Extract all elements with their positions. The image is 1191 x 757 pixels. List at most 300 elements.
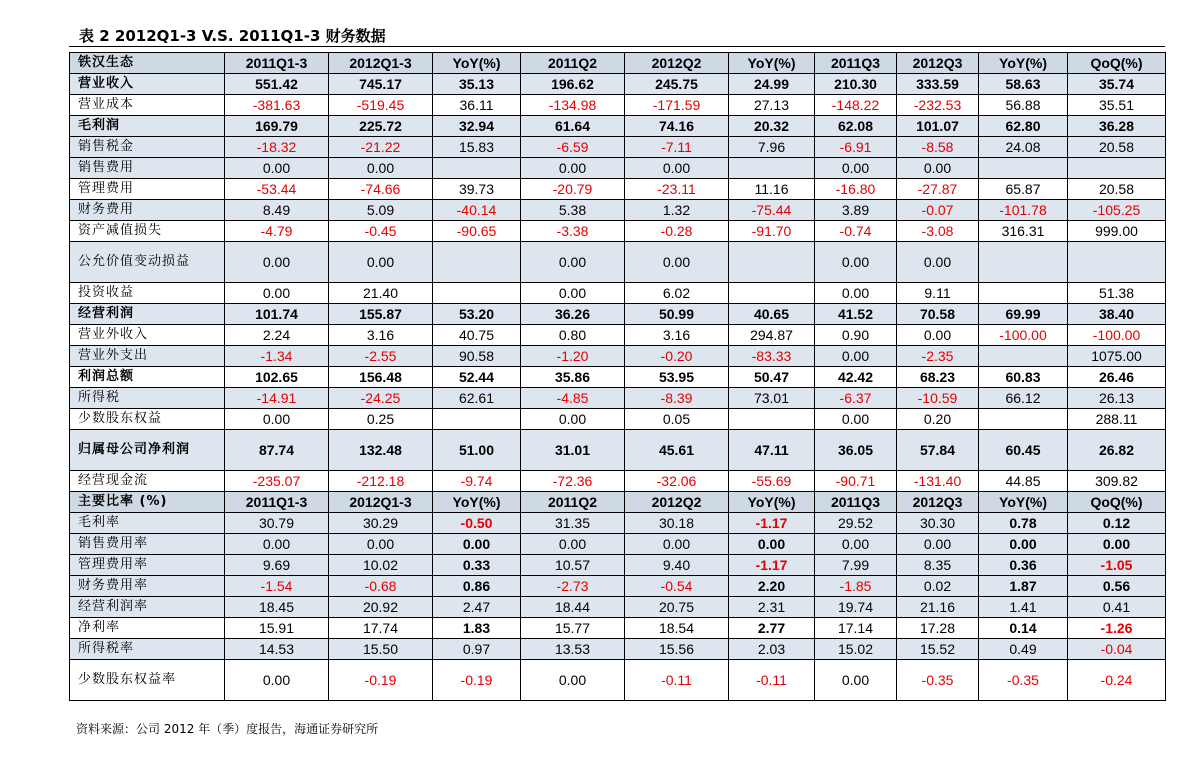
table-row xyxy=(70,388,1166,409)
header-cell: 2011Q2 xyxy=(521,53,625,74)
value-cell: 0.05 xyxy=(625,409,729,430)
value-cell: 15.02 xyxy=(815,639,897,660)
value-cell: 15.91 xyxy=(225,618,329,639)
value-cell: 65.87 xyxy=(979,179,1068,200)
value-cell: -212.18 xyxy=(329,471,433,492)
value-cell: 0.00 xyxy=(521,283,625,304)
header-cell: 2011Q1-3 xyxy=(225,492,329,513)
value-cell: 9.69 xyxy=(225,555,329,576)
value-cell: 0.41 xyxy=(1068,597,1166,618)
header-cell: 2012Q3 xyxy=(897,492,979,513)
value-cell: 0.00 xyxy=(897,325,979,346)
value-cell: -100.00 xyxy=(979,325,1068,346)
header-cell: YoY(%) xyxy=(979,53,1068,74)
value-cell: 35.74 xyxy=(1068,74,1166,95)
value-cell: 2.03 xyxy=(729,639,815,660)
value-cell: 18.54 xyxy=(625,618,729,639)
value-cell xyxy=(979,346,1068,367)
source-note: 资料来源：公司 2012 年（季）度报告，海通证券研究所 xyxy=(76,722,379,736)
value-cell: 288.11 xyxy=(1068,409,1166,430)
value-cell: 155.87 xyxy=(329,304,433,325)
header-cell: 2011Q3 xyxy=(815,53,897,74)
value-cell: 745.17 xyxy=(329,74,433,95)
value-cell: -0.45 xyxy=(329,221,433,242)
table-row xyxy=(70,576,1166,597)
value-cell: -90.71 xyxy=(815,471,897,492)
value-cell: -0.68 xyxy=(329,576,433,597)
value-cell: 15.52 xyxy=(897,639,979,660)
value-cell xyxy=(979,409,1068,430)
value-cell: 0.00 xyxy=(625,242,729,283)
value-cell xyxy=(979,283,1068,304)
table-row xyxy=(70,158,1166,179)
table-row xyxy=(70,409,1166,430)
value-cell xyxy=(729,409,815,430)
value-cell: 551.42 xyxy=(225,74,329,95)
value-cell: 7.96 xyxy=(729,137,815,158)
value-cell: -1.05 xyxy=(1068,555,1166,576)
value-cell: 52.44 xyxy=(433,367,521,388)
row-label-cell: 投资收益 xyxy=(70,283,225,304)
table-row xyxy=(70,242,1166,283)
value-cell: 51.38 xyxy=(1068,283,1166,304)
value-cell: 57.84 xyxy=(897,430,979,471)
value-cell: 0.00 xyxy=(815,242,897,283)
financial-table xyxy=(69,52,1166,701)
row-label-cell: 财务费用 xyxy=(70,200,225,221)
value-cell: 36.28 xyxy=(1068,116,1166,137)
row-label-cell: 净利率 xyxy=(70,618,225,639)
value-cell: -6.59 xyxy=(521,137,625,158)
value-cell: 60.83 xyxy=(979,367,1068,388)
value-cell: 0.56 xyxy=(1068,576,1166,597)
value-cell: 0.00 xyxy=(979,534,1068,555)
value-cell: -55.69 xyxy=(729,471,815,492)
value-cell: 102.65 xyxy=(225,367,329,388)
value-cell: 0.00 xyxy=(225,242,329,283)
value-cell: 2.24 xyxy=(225,325,329,346)
value-cell: 0.20 xyxy=(897,409,979,430)
value-cell: -27.87 xyxy=(897,179,979,200)
value-cell: -1.85 xyxy=(815,576,897,597)
row-label-cell: 利润总额 xyxy=(70,367,225,388)
value-cell: -91.70 xyxy=(729,221,815,242)
value-cell: 18.45 xyxy=(225,597,329,618)
value-cell: 8.35 xyxy=(897,555,979,576)
header-cell: 2011Q2 xyxy=(521,492,625,513)
value-cell: -232.53 xyxy=(897,95,979,116)
value-cell: -171.59 xyxy=(625,95,729,116)
header-cell: 2012Q1-3 xyxy=(329,492,433,513)
table-row xyxy=(70,534,1166,555)
row-label-cell: 毛利率 xyxy=(70,513,225,534)
value-cell: 3.16 xyxy=(329,325,433,346)
value-cell: 3.89 xyxy=(815,200,897,221)
value-cell: 333.59 xyxy=(897,74,979,95)
row-label-cell: 销售费用率 xyxy=(70,534,225,555)
table-header-row xyxy=(70,492,1166,513)
value-cell: 42.42 xyxy=(815,367,897,388)
value-cell: 87.74 xyxy=(225,430,329,471)
value-cell: -101.78 xyxy=(979,200,1068,221)
value-cell: -1.17 xyxy=(729,555,815,576)
value-cell xyxy=(729,158,815,179)
value-cell: -0.24 xyxy=(1068,660,1166,701)
value-cell: 0.00 xyxy=(225,283,329,304)
value-cell: 50.99 xyxy=(625,304,729,325)
value-cell: -1.20 xyxy=(521,346,625,367)
value-cell: -131.40 xyxy=(897,471,979,492)
header-cell: YoY(%) xyxy=(729,53,815,74)
value-cell: 0.00 xyxy=(225,409,329,430)
value-cell: 73.01 xyxy=(729,388,815,409)
row-label-cell: 毛利润 xyxy=(70,116,225,137)
header-cell: 2011Q3 xyxy=(815,492,897,513)
header-cell: 2012Q3 xyxy=(897,53,979,74)
value-cell: 0.00 xyxy=(521,534,625,555)
value-cell: 30.79 xyxy=(225,513,329,534)
header-cell: YoY(%) xyxy=(433,53,521,74)
header-cell: QoQ(%) xyxy=(1068,492,1166,513)
value-cell: 36.11 xyxy=(433,95,521,116)
value-cell: -90.65 xyxy=(433,221,521,242)
value-cell xyxy=(433,158,521,179)
value-cell: 35.86 xyxy=(521,367,625,388)
value-cell: 30.18 xyxy=(625,513,729,534)
value-cell: 0.78 xyxy=(979,513,1068,534)
value-cell: 27.13 xyxy=(729,95,815,116)
value-cell: 53.95 xyxy=(625,367,729,388)
value-cell: -0.35 xyxy=(979,660,1068,701)
value-cell: 15.77 xyxy=(521,618,625,639)
table-row xyxy=(70,179,1166,200)
value-cell: 309.82 xyxy=(1068,471,1166,492)
value-cell: 19.74 xyxy=(815,597,897,618)
value-cell: 70.58 xyxy=(897,304,979,325)
value-cell: 20.32 xyxy=(729,116,815,137)
table-row xyxy=(70,221,1166,242)
value-cell: 1.41 xyxy=(979,597,1068,618)
value-cell: 132.48 xyxy=(329,430,433,471)
table-row xyxy=(70,304,1166,325)
header-cell: 2012Q1-3 xyxy=(329,53,433,74)
value-cell: -53.44 xyxy=(225,179,329,200)
value-cell: -0.19 xyxy=(433,660,521,701)
value-cell: 56.88 xyxy=(979,95,1068,116)
row-label-cell: 营业外收入 xyxy=(70,325,225,346)
table-row xyxy=(70,555,1166,576)
value-cell: 999.00 xyxy=(1068,221,1166,242)
value-cell xyxy=(1068,158,1166,179)
value-cell: 5.38 xyxy=(521,200,625,221)
table-row xyxy=(70,660,1166,701)
value-cell: -134.98 xyxy=(521,95,625,116)
value-cell: 0.00 xyxy=(521,409,625,430)
value-cell: -10.59 xyxy=(897,388,979,409)
value-cell: 45.61 xyxy=(625,430,729,471)
value-cell: 44.85 xyxy=(979,471,1068,492)
table-row xyxy=(70,137,1166,158)
value-cell: 0.90 xyxy=(815,325,897,346)
table-row xyxy=(70,618,1166,639)
row-label-cell: 归属母公司净利润 xyxy=(70,430,225,471)
value-cell: -6.37 xyxy=(815,388,897,409)
value-cell: 31.01 xyxy=(521,430,625,471)
value-cell: 14.53 xyxy=(225,639,329,660)
value-cell: 36.26 xyxy=(521,304,625,325)
value-cell: 196.62 xyxy=(521,74,625,95)
row-label-cell: 经营利润率 xyxy=(70,597,225,618)
value-cell: 169.79 xyxy=(225,116,329,137)
header-cell: 2012Q2 xyxy=(625,53,729,74)
value-cell: 8.49 xyxy=(225,200,329,221)
row-label-cell: 经营利润 xyxy=(70,304,225,325)
value-cell: 40.75 xyxy=(433,325,521,346)
value-cell: -3.08 xyxy=(897,221,979,242)
value-cell: -1.34 xyxy=(225,346,329,367)
value-cell: 2.77 xyxy=(729,618,815,639)
value-cell: 69.99 xyxy=(979,304,1068,325)
row-label-cell: 少数股东权益率 xyxy=(70,660,225,701)
table-row xyxy=(70,283,1166,304)
table-row xyxy=(70,639,1166,660)
value-cell: 41.52 xyxy=(815,304,897,325)
value-cell: 9.40 xyxy=(625,555,729,576)
value-cell: 0.00 xyxy=(225,158,329,179)
value-cell: 0.00 xyxy=(815,534,897,555)
value-cell: 62.08 xyxy=(815,116,897,137)
value-cell: 6.02 xyxy=(625,283,729,304)
value-cell: -74.66 xyxy=(329,179,433,200)
value-cell: -1.26 xyxy=(1068,618,1166,639)
table-row xyxy=(70,367,1166,388)
value-cell: 74.16 xyxy=(625,116,729,137)
value-cell: 0.00 xyxy=(897,242,979,283)
value-cell: 0.00 xyxy=(433,534,521,555)
table-row xyxy=(70,471,1166,492)
row-label-cell: 经营现金流 xyxy=(70,471,225,492)
value-cell: 0.97 xyxy=(433,639,521,660)
value-cell: 36.05 xyxy=(815,430,897,471)
value-cell: -14.91 xyxy=(225,388,329,409)
value-cell: 294.87 xyxy=(729,325,815,346)
value-cell: 47.11 xyxy=(729,430,815,471)
value-cell: -40.14 xyxy=(433,200,521,221)
value-cell: -8.58 xyxy=(897,137,979,158)
value-cell: -0.19 xyxy=(329,660,433,701)
value-cell xyxy=(1068,242,1166,283)
value-cell: 0.02 xyxy=(897,576,979,597)
value-cell: -21.22 xyxy=(329,137,433,158)
table-row xyxy=(70,116,1166,137)
row-label-cell: 少数股东权益 xyxy=(70,409,225,430)
value-cell: -2.73 xyxy=(521,576,625,597)
value-cell: 2.47 xyxy=(433,597,521,618)
value-cell: 2.31 xyxy=(729,597,815,618)
row-label-cell: 销售税金 xyxy=(70,137,225,158)
value-cell: 0.12 xyxy=(1068,513,1166,534)
value-cell: -0.54 xyxy=(625,576,729,597)
value-cell: 20.92 xyxy=(329,597,433,618)
value-cell: 0.00 xyxy=(815,660,897,701)
header-cell: YoY(%) xyxy=(729,492,815,513)
row-label-cell: 财务费用率 xyxy=(70,576,225,597)
header-cell: QoQ(%) xyxy=(1068,53,1166,74)
value-cell: 0.00 xyxy=(815,158,897,179)
value-cell: -0.28 xyxy=(625,221,729,242)
value-cell: -100.00 xyxy=(1068,325,1166,346)
value-cell: 10.02 xyxy=(329,555,433,576)
value-cell: -24.25 xyxy=(329,388,433,409)
value-cell: -6.91 xyxy=(815,137,897,158)
value-cell: -72.36 xyxy=(521,471,625,492)
value-cell: -0.74 xyxy=(815,221,897,242)
value-cell: 7.99 xyxy=(815,555,897,576)
value-cell: 24.08 xyxy=(979,137,1068,158)
value-cell: -75.44 xyxy=(729,200,815,221)
value-cell: -0.50 xyxy=(433,513,521,534)
value-cell: 2.20 xyxy=(729,576,815,597)
value-cell: -0.07 xyxy=(897,200,979,221)
value-cell: 40.65 xyxy=(729,304,815,325)
value-cell: 0.14 xyxy=(979,618,1068,639)
value-cell: -0.11 xyxy=(729,660,815,701)
value-cell xyxy=(979,242,1068,283)
table-row xyxy=(70,430,1166,471)
value-cell: 17.74 xyxy=(329,618,433,639)
value-cell: -9.74 xyxy=(433,471,521,492)
value-cell: 61.64 xyxy=(521,116,625,137)
value-cell: 0.00 xyxy=(329,158,433,179)
value-cell: -3.38 xyxy=(521,221,625,242)
value-cell: -2.55 xyxy=(329,346,433,367)
value-cell: -0.11 xyxy=(625,660,729,701)
header-cell: YoY(%) xyxy=(979,492,1068,513)
value-cell: 58.63 xyxy=(979,74,1068,95)
value-cell: 26.46 xyxy=(1068,367,1166,388)
value-cell: 17.14 xyxy=(815,618,897,639)
value-cell: 15.50 xyxy=(329,639,433,660)
value-cell: 50.47 xyxy=(729,367,815,388)
value-cell: 0.33 xyxy=(433,555,521,576)
value-cell: 0.00 xyxy=(521,158,625,179)
title-rule xyxy=(69,46,1165,47)
value-cell: 0.36 xyxy=(979,555,1068,576)
value-cell: 30.30 xyxy=(897,513,979,534)
value-cell: -4.79 xyxy=(225,221,329,242)
table-header-row xyxy=(70,53,1166,74)
value-cell: 0.00 xyxy=(329,242,433,283)
value-cell: 101.07 xyxy=(897,116,979,137)
value-cell: 316.31 xyxy=(979,221,1068,242)
table-row xyxy=(70,346,1166,367)
row-label-cell: 管理费用率 xyxy=(70,555,225,576)
table-row xyxy=(70,325,1166,346)
table-row xyxy=(70,200,1166,221)
value-cell: -32.06 xyxy=(625,471,729,492)
value-cell: 9.11 xyxy=(897,283,979,304)
row-label-cell: 营业外支出 xyxy=(70,346,225,367)
value-cell: -4.85 xyxy=(521,388,625,409)
value-cell: 0.00 xyxy=(815,283,897,304)
value-cell: 101.74 xyxy=(225,304,329,325)
value-cell: 5.09 xyxy=(329,200,433,221)
value-cell: 32.94 xyxy=(433,116,521,137)
value-cell: 1075.00 xyxy=(1068,346,1166,367)
value-cell: 18.44 xyxy=(521,597,625,618)
value-cell: 20.75 xyxy=(625,597,729,618)
row-label-cell: 公允价值变动损益 xyxy=(70,242,225,283)
value-cell: 13.53 xyxy=(521,639,625,660)
value-cell xyxy=(729,242,815,283)
value-cell: -0.35 xyxy=(897,660,979,701)
value-cell: 26.13 xyxy=(1068,388,1166,409)
value-cell: 210.30 xyxy=(815,74,897,95)
value-cell: -23.11 xyxy=(625,179,729,200)
value-cell xyxy=(433,409,521,430)
value-cell: 29.52 xyxy=(815,513,897,534)
value-cell: 0.00 xyxy=(521,242,625,283)
value-cell: -7.11 xyxy=(625,137,729,158)
value-cell: 15.56 xyxy=(625,639,729,660)
value-cell: 53.20 xyxy=(433,304,521,325)
value-cell xyxy=(979,158,1068,179)
value-cell: -8.39 xyxy=(625,388,729,409)
value-cell: 0.00 xyxy=(729,534,815,555)
value-cell: 51.00 xyxy=(433,430,521,471)
table-row xyxy=(70,95,1166,116)
value-cell: -83.33 xyxy=(729,346,815,367)
value-cell: 245.75 xyxy=(625,74,729,95)
value-cell: -16.80 xyxy=(815,179,897,200)
row-label-cell: 管理费用 xyxy=(70,179,225,200)
row-label-cell: 所得税率 xyxy=(70,639,225,660)
value-cell: 0.25 xyxy=(329,409,433,430)
value-cell: -0.04 xyxy=(1068,639,1166,660)
row-label-cell: 资产减值损失 xyxy=(70,221,225,242)
row-label-cell: 营业成本 xyxy=(70,95,225,116)
value-cell: 1.83 xyxy=(433,618,521,639)
value-cell: -1.54 xyxy=(225,576,329,597)
value-cell: 3.16 xyxy=(625,325,729,346)
value-cell: 0.80 xyxy=(521,325,625,346)
value-cell: 62.61 xyxy=(433,388,521,409)
value-cell: 68.23 xyxy=(897,367,979,388)
value-cell: 0.00 xyxy=(1068,534,1166,555)
value-cell: -381.63 xyxy=(225,95,329,116)
value-cell: 10.57 xyxy=(521,555,625,576)
header-cell: 2011Q1-3 xyxy=(225,53,329,74)
value-cell: -0.20 xyxy=(625,346,729,367)
value-cell: 0.00 xyxy=(225,660,329,701)
value-cell: 35.13 xyxy=(433,74,521,95)
value-cell: 26.82 xyxy=(1068,430,1166,471)
value-cell: 66.12 xyxy=(979,388,1068,409)
value-cell: 20.58 xyxy=(1068,137,1166,158)
value-cell: 0.00 xyxy=(329,534,433,555)
value-cell: 31.35 xyxy=(521,513,625,534)
value-cell: 11.16 xyxy=(729,179,815,200)
value-cell: -20.79 xyxy=(521,179,625,200)
header-cell: YoY(%) xyxy=(433,492,521,513)
value-cell: 20.58 xyxy=(1068,179,1166,200)
value-cell: 0.00 xyxy=(897,158,979,179)
value-cell: 156.48 xyxy=(329,367,433,388)
value-cell: 1.87 xyxy=(979,576,1068,597)
value-cell: 60.45 xyxy=(979,430,1068,471)
row-label-cell: 所得税 xyxy=(70,388,225,409)
value-cell: -1.17 xyxy=(729,513,815,534)
